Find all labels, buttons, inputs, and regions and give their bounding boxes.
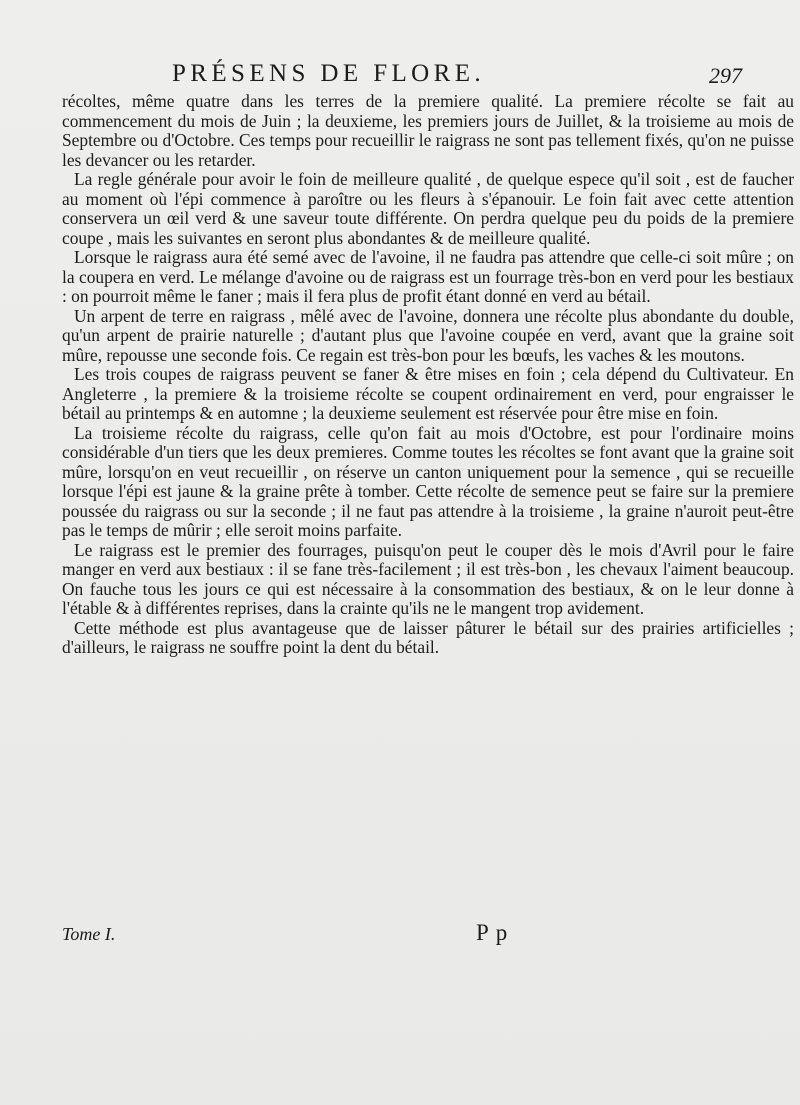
page-header <box>62 60 764 90</box>
paragraph: La troisieme récolte du raigrass, celle qu'on fait au mois d'Octobre, est pour l'ordinaire moins considérable d'un tiers que les deux premieres. Comme toutes les récoltes se font avant que la graine soit mûre, lorsqu'on en veut recueillir , on réserve un canton uniquement pour la semence , qui se recueille lorsque l'épi est jaune & la graine prête à tomber. Cette récolte de semence peut se faire sur la premiere poussée du raigrass ou sur la seconde ; il ne faut pas attendre à la troisieme , la graine n'auroit peut-être pas le temps de mûrir ; elle seroit moins parfaite. <box>62 422 794 540</box>
running-title: PRÉSENS DE FLORE. <box>172 60 486 87</box>
paragraph: Un arpent de terre en raigrass , mêlé avec de l'avoine, donnera une récolte plus abondante du double, qu'un arpent de prairie naturelle ; d'autant plus que l'avoine coupée en verd, avant que la graine soit mûre, repousse une seconde fois. Ce regain est très-bon pour les bœufs, les vaches & les moutons. <box>62 305 794 365</box>
paragraph: récoltes, même quatre dans les terres de la premiere qualité. La premiere récolte se fait au commencement du mois de Juin ; la deuxieme, les premiers jours de Juillet, & la troisieme au mois de Septembre ou d'Octobre. Ces temps pour recueillir le raigrass ne sont pas tellement fixés, qu'on ne puisse les devancer ou les retarder. <box>62 91 794 170</box>
paragraph: Les trois coupes de raigrass peuvent se faner & être mises en foin ; cela dépend du Cultivateur. En Angleterre , la premiere & la troisieme récolte se coupent ordinairement en verd, pour engraisser le bétail au printemps & en automne ; la deuxieme seulement est réservée pour être mise en foin. <box>62 364 794 423</box>
paragraph: Lorsque le raigrass aura été semé avec de l'avoine, il ne faudra pas attendre que celle-ci soit mûre ; on la coupera en verd. Le mélange d'avoine ou de raigrass est un fourrage très-bon en verd pour les bestiaux : on pourroit même le faner ; mais il fera plus de profit étant donné en verd au bétail. <box>62 247 794 306</box>
paragraph: La regle générale pour avoir le foin de meilleure qualité , de quelque espece qu'il soit , est de faucher au moment où l'épi commence à paroître ou les fleurs à s'épanouir. Le foin fait avec cette attention conservera un œil verd & une saveur toute différente. On perdra quelque peu du poids de la premiere coupe , mais les suivantes en seront plus abondantes & de meilleure qualité. <box>62 169 794 248</box>
paragraph: Le raigrass est le premier des fourrages, puisqu'on peut le couper dès le mois d'Avril pour le faire manger en verd aux bestiaux : il se fane très-facilement ; il est très-bon , les chevaux l'aiment beaucoup. On fauche tous les jours ce qui est nécessaire à la consommation des bestiaux, & on le leur donne à l'étable & à différentes reprises, dans la crainte qu'ils ne le mangent trop avidement. <box>62 539 794 618</box>
page-footer <box>62 920 794 950</box>
page-number: 297 <box>709 63 742 88</box>
volume-label: Tome I. <box>62 924 116 944</box>
body-text <box>62 92 794 658</box>
paragraph: Cette méthode est plus avantageuse que de laisser pâturer le bétail sur des prairies artificielles ; d'ailleurs, le raigrass ne souffre point la dent du bétail. <box>62 617 794 657</box>
signature-mark: P p <box>476 920 509 945</box>
